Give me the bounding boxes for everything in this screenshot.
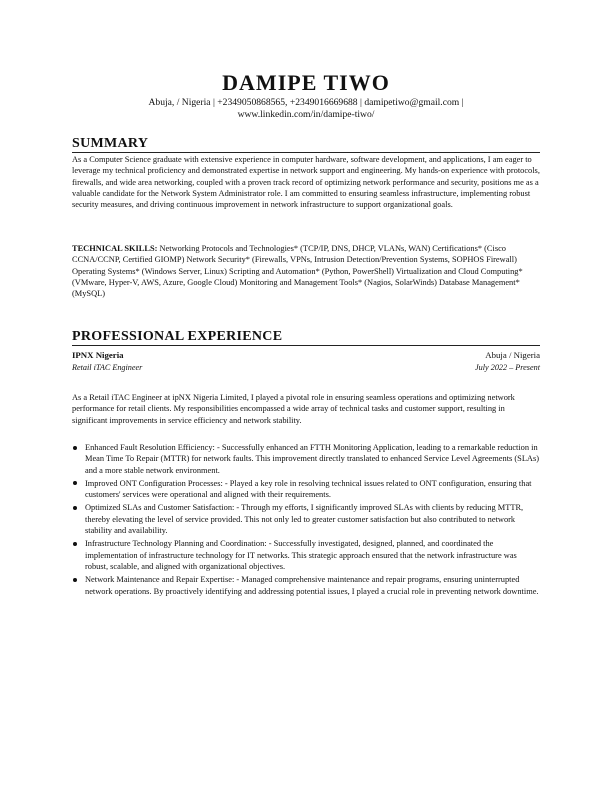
experience-heading: PROFESSIONAL EXPERIENCE xyxy=(72,329,283,344)
list-item: Optimized SLAs and Customer Satisfaction: - Through my efforts, I significantly improved SLAs with clients by reducing MTTR, thereby elevating the level of service provided. This not only led to greater customer satisfaction but also contributed to network stability and availability. xyxy=(72,502,540,536)
bullet-icon xyxy=(73,578,77,582)
list-item: Network Maintenance and Repair Expertise: - Managed comprehensive maintenance and repair programs, ensuring uninterrupted network operations. By proactively identifying and addressing potential issues, I played a crucial role in preventing network downtime. xyxy=(72,574,540,597)
skills-text: Networking Protocols and Technologies* (TCP/IP, DNS, DHCP, VLANs, WAN) Certifications* (Cisco CCNA/CCNP, Certified GIOMP) Network Security* (Firewalls, VPNs, Intrusion Detection/Prevention Systems, SOPHOS Firewall) Operating Systems* (Windows Server, Linux) Scripting and Automation* (Python, PowerShell) Virtualization and Cloud Computing* (VMware, Hyper-V, AWS, Azure, Google Cloud) Monitoring and Management Tools* (Nagios, SolarWinds) Database Management* (MySQL) xyxy=(72,244,523,299)
bullet-icon xyxy=(73,542,77,546)
list-item: Enhanced Fault Resolution Efficiency: - Successfully enhanced an FTTH Monitoring Application, leading to a remarkable reduction in Mean Time To Repair (MTTR) for network faults. This improvement directly translated to enhanced Service Level Agreements (SLAs) and a more stable network environment. xyxy=(72,442,540,476)
company-name: IPNX Nigeria xyxy=(72,350,124,360)
bullet-icon xyxy=(73,446,77,450)
summary-heading: SUMMARY xyxy=(72,136,149,151)
job-dates: July 2022 – Present xyxy=(475,363,540,372)
experience-divider xyxy=(72,345,540,346)
job-intro: As a Retail iTAC Engineer at ipNX Nigeria Limited, I played a pivotal role in ensuring seamless operations and optimizing network performance for retail clients. My responsibilities encompassed a wide array of technical tasks and customer support, resulting in significant improvements in service efficiency and network stability. xyxy=(72,393,515,425)
technical-skills xyxy=(72,243,540,299)
contact-line-1: Abuja, / Nigeria | +2349050868565, +2349016669688 | damipetiwo@gmail.com | xyxy=(148,97,464,108)
job-header xyxy=(72,350,540,360)
summary-text: As a Computer Science graduate with extensive experience in computer hardware, software development, and applications, I am eager to leverage my technical proficiency and demonstrated expertise in network support and engineering. My hands-on experience with protocols, firewalls, and wide area networking, coupled with a proven track record of optimizing network performance and security, positions me as a valuable candidate for the Network System Administrator role. I am committed to ensuring seamless infrastructure, implementing robust security measures, and driving continuous improvement in network infrastructure to support organizational goals. xyxy=(72,155,540,210)
summary-divider xyxy=(72,152,540,153)
bullet-icon xyxy=(73,506,77,510)
contact-info xyxy=(100,97,512,121)
job-role: Retail iTAC Engineer xyxy=(72,363,143,372)
candidate-name: DAMIPE TIWO xyxy=(222,70,390,95)
job-achievements xyxy=(72,442,540,599)
bullet-icon xyxy=(73,481,77,485)
linkedin-url: www.linkedin.com/in/damipe-tiwo/ xyxy=(237,109,375,120)
list-item: Improved ONT Configuration Processes: - Played a key role in resolving technical issues related to ONT configuration, ensuring that customers' services were operational and aligned with their requirements. xyxy=(72,478,540,501)
list-item: Infrastructure Technology Planning and Coordination: - Successfully investigated, designed, planned, and coordinated the implementation of infrastructure technology for IT networks. This strategic approach ensured that the network infrastructure was robust, scalable, and aligned with organizational objectives. xyxy=(72,538,540,572)
skills-label: TECHNICAL SKILLS: xyxy=(72,244,158,253)
job-location: Abuja / Nigeria xyxy=(485,350,540,360)
job-subheader xyxy=(72,363,540,372)
